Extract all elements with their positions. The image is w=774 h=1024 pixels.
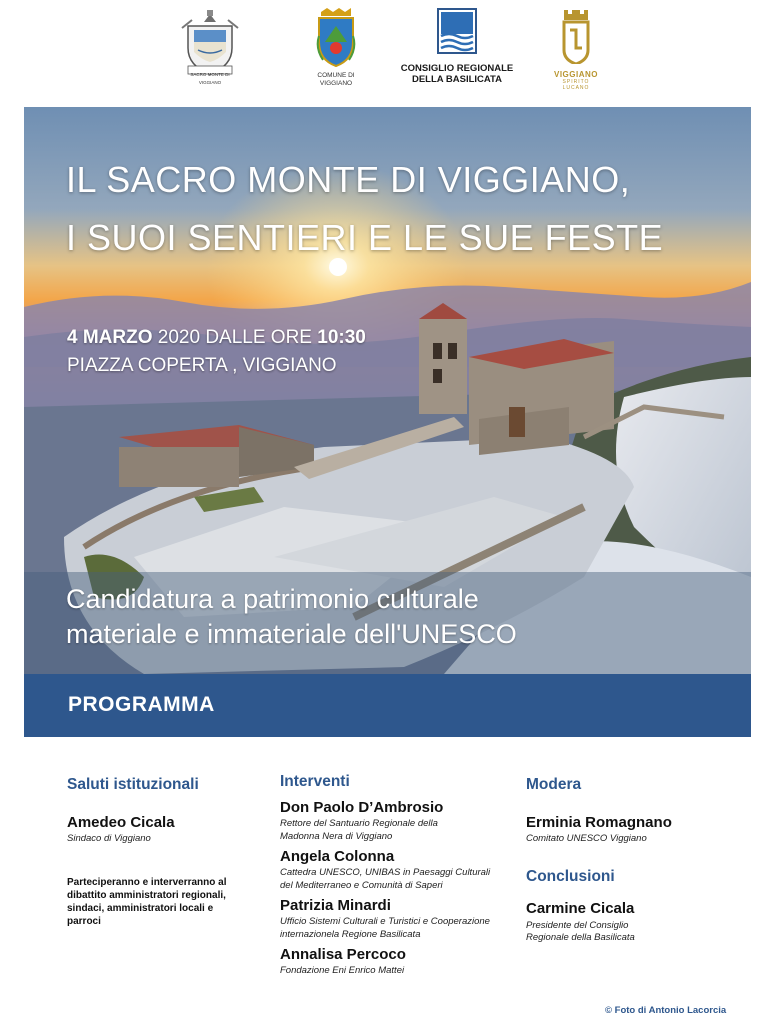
consiglio-caption-1: CONSIGLIO REGIONALE — [400, 63, 514, 74]
consiglio-regionale-logo — [398, 8, 516, 85]
comune-caption-1: COMUNE DI — [317, 72, 355, 79]
saluti-speaker-name: Amedeo Cicala — [67, 814, 175, 831]
event-location: PIAZZA COPERTA , VIGGIANO — [67, 355, 337, 376]
participants-note-line-1: Parteciperanno e interverranno al — [67, 876, 227, 888]
speaker-entry — [280, 799, 520, 843]
photo-credit: © Foto di Antonio Lacorcia — [605, 1005, 727, 1016]
speaker-role-line-2: del Mediterraneo e Comunità di Saperi — [280, 879, 443, 891]
consiglio-caption-2: DELLA BASILICATA — [411, 74, 503, 85]
speaker-name: Patrizia Minardi — [280, 897, 391, 914]
tower-icon — [560, 8, 592, 64]
speaker-role-line-2: internazionela Regione Basilicata — [280, 928, 421, 940]
event-date: 4 MARZO — [67, 327, 153, 348]
speaker-entry — [280, 897, 520, 941]
diocese-caption: SACRO MONTE DI VIGGIANO — [190, 72, 230, 85]
comune-shield-icon — [315, 8, 357, 68]
participants-note-line-2: dibattito amministratori regionali, — [67, 889, 226, 901]
saluti-speaker-role: Sindaco di Viggiano — [67, 833, 151, 844]
candidatura-line-2: materiale e immateriale dell'UNESCO — [66, 619, 517, 649]
viggiano-brand-name: VIGGIANO — [553, 70, 598, 79]
speaker-role-line-1: Rettore del Santuario Regionale della — [280, 818, 438, 829]
modera-heading: Modera — [526, 776, 582, 793]
speaker-role-line-1: Cattedra UNESCO, UNIBAS in Paesaggi Culturali — [280, 867, 491, 878]
speaker-role-line-1: Fondazione Eni Enrico Mattei — [280, 965, 405, 976]
speaker-name: Angela Colonna — [280, 848, 395, 865]
logo-row — [0, 8, 774, 98]
candidatura-line-1: Candidatura a patrimonio culturale — [66, 584, 479, 614]
viggiano-brand-logo — [548, 8, 604, 91]
event-title-line-1: IL SACRO MONTE DI VIGGIANO, — [66, 159, 631, 200]
conclusioni-role-line-1: Presidente del Consiglio — [526, 919, 629, 931]
moderator-name: Erminia Romagnano — [526, 814, 672, 831]
event-time: 10:30 — [317, 327, 366, 348]
programma-heading: PROGRAMMA — [68, 693, 215, 716]
conclusioni-role-line-2: Regionale della Basilicata — [526, 932, 635, 943]
speaker-name: Don Paolo D’Ambrosio — [280, 799, 444, 816]
programma-bar — [24, 674, 751, 737]
hero-banner — [24, 107, 751, 674]
crest-icon — [180, 8, 240, 80]
conclusioni-speaker-name: Carmine Cicala — [526, 899, 635, 917]
viggiano-brand-tagline: SPIRITO LUCANO — [562, 79, 590, 91]
speaker-entry — [280, 848, 520, 892]
saluti-column — [67, 776, 267, 928]
event-date-rest: 2020 DALLE ORE — [152, 327, 318, 348]
diocese-crest-logo — [180, 8, 240, 87]
comune-caption-2: VIGGIANO — [319, 80, 353, 87]
candidatura-band — [24, 572, 751, 674]
interventi-heading: Interventi — [280, 773, 350, 790]
speaker-name: Annalisa Percoco — [280, 946, 406, 963]
participants-note-line-3: sindaci, amministratori locali e — [67, 902, 214, 914]
event-title-line-2: I SUOI SENTIERI E LE SUE FESTE — [66, 217, 664, 258]
basilicata-emblem-icon — [437, 8, 477, 54]
moderator-role: Comitato UNESCO Viggiano — [526, 833, 647, 844]
participants-note-line-4: parroci — [67, 915, 101, 927]
speaker-entry — [280, 946, 520, 978]
speaker-role-line-2: Madonna Nera di Viggiano — [280, 830, 393, 842]
speaker-role-line-1: Ufficio Sistemi Culturali e Turistici e Cooperazione — [280, 916, 490, 927]
interventi-column — [280, 773, 520, 978]
conclusioni-heading: Conclusioni — [526, 867, 615, 885]
saluti-heading: Saluti istituzionali — [67, 776, 199, 793]
modera-column — [526, 776, 746, 945]
event-date-time — [67, 327, 366, 349]
comune-viggiano-logo — [306, 8, 366, 88]
